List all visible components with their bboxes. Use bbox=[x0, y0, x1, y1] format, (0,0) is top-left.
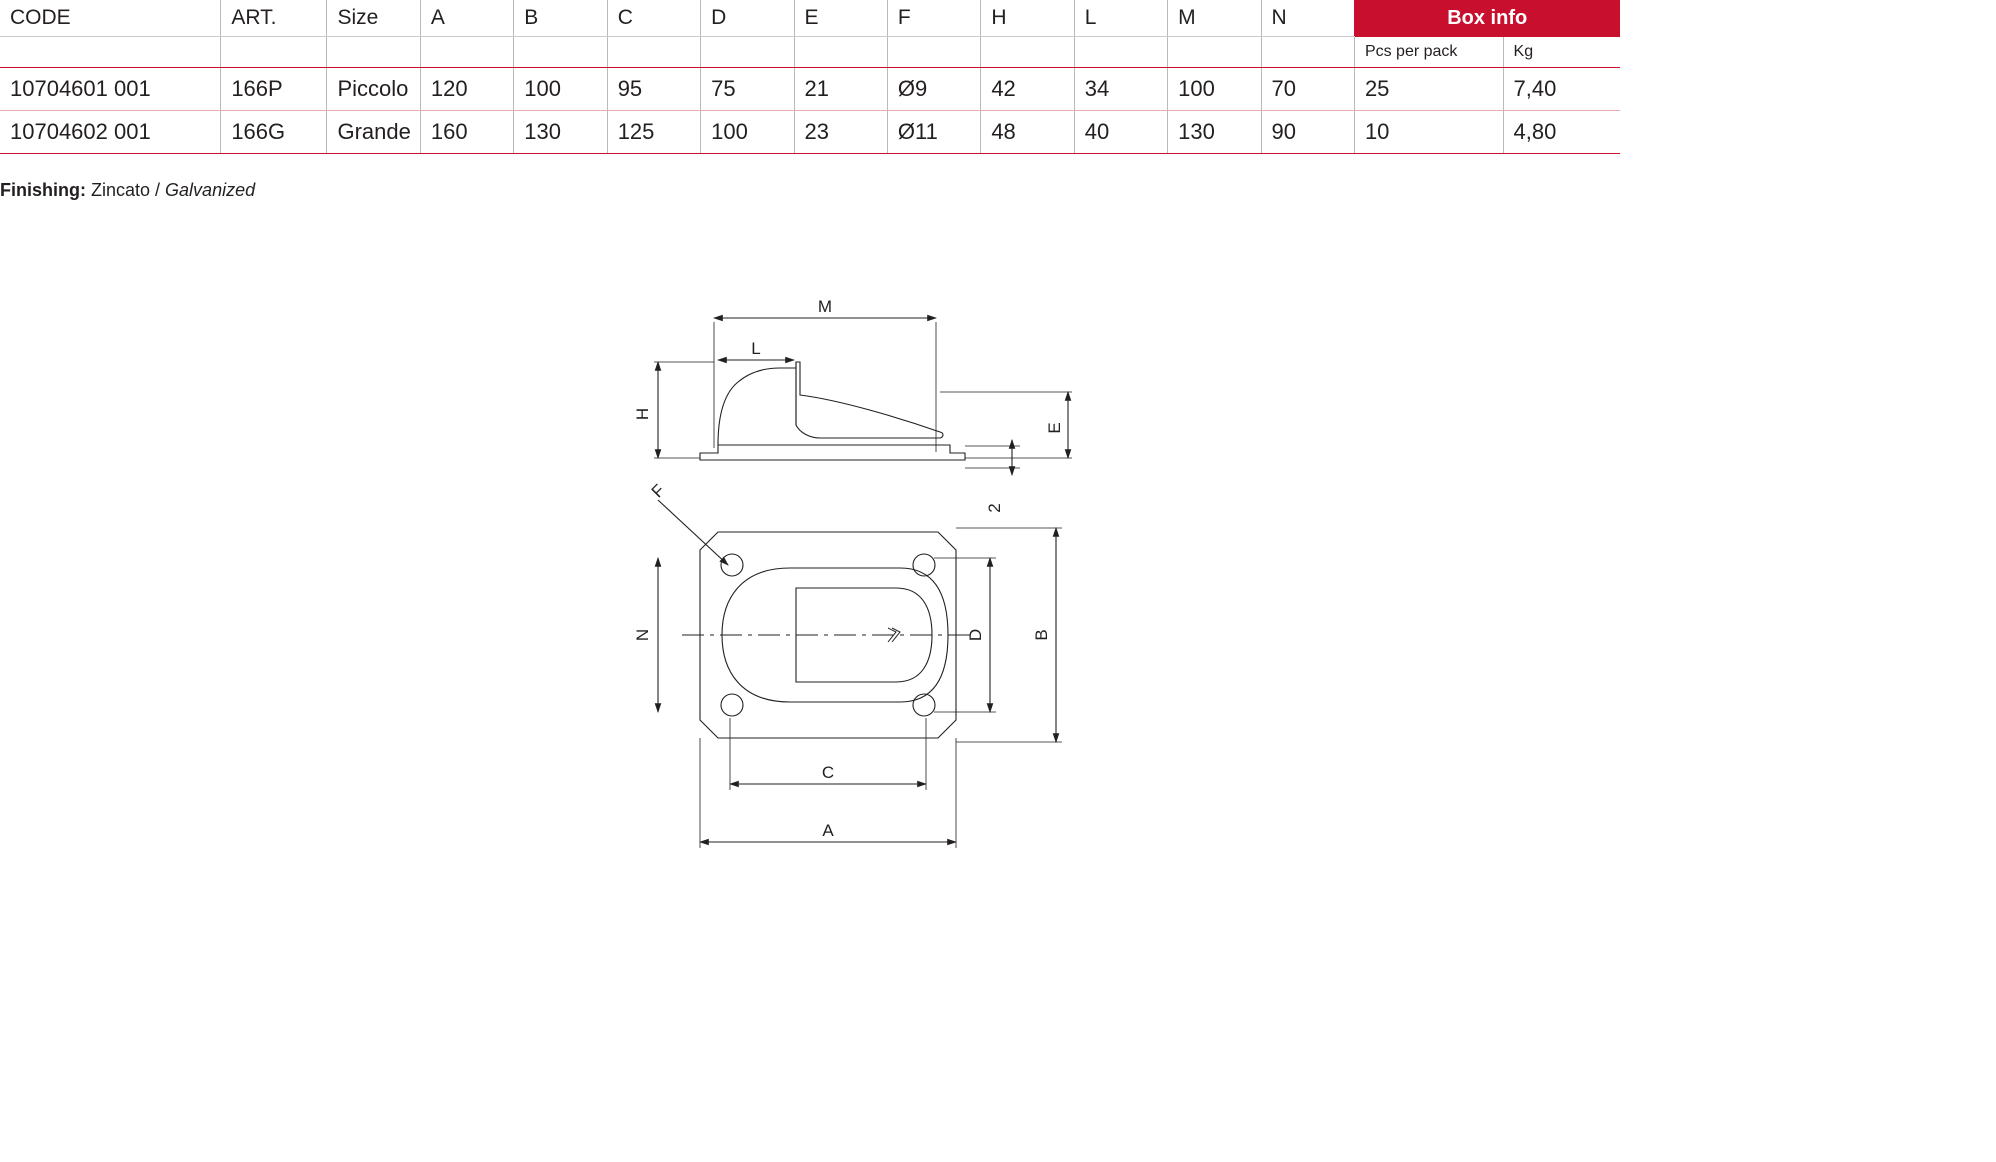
subheader-blank-m bbox=[1168, 37, 1261, 68]
cell-b: 130 bbox=[514, 111, 607, 154]
bolt-hole-top-right bbox=[913, 554, 935, 576]
label-n: N bbox=[633, 628, 652, 642]
cell-d: 75 bbox=[701, 68, 794, 111]
cell-c: 95 bbox=[607, 68, 700, 111]
label-d: D bbox=[966, 628, 985, 642]
finishing-value-it: Zincato / bbox=[91, 180, 161, 200]
subheader-blank-size bbox=[327, 37, 420, 68]
subheader-blank-n bbox=[1261, 37, 1354, 68]
header-f: F bbox=[887, 0, 980, 37]
header-a: A bbox=[420, 0, 513, 37]
header-n: N bbox=[1261, 0, 1354, 37]
header-l: L bbox=[1074, 0, 1167, 37]
cell-a: 160 bbox=[420, 111, 513, 154]
subheader-blank-c bbox=[607, 37, 700, 68]
bolt-hole-bottom-right bbox=[913, 694, 935, 716]
header-c: C bbox=[607, 0, 700, 37]
side-view-base-plate bbox=[700, 445, 965, 460]
cell-kg: 4,80 bbox=[1503, 111, 1620, 154]
subheader-blank-f bbox=[887, 37, 980, 68]
label-f: F bbox=[647, 480, 669, 502]
cell-pcs: 25 bbox=[1354, 68, 1503, 111]
cell-h: 48 bbox=[981, 111, 1074, 154]
specification-table bbox=[0, 0, 1620, 154]
cell-c: 125 bbox=[607, 111, 700, 154]
cell-code: 10704601 001 bbox=[0, 68, 221, 111]
header-m: M bbox=[1168, 0, 1261, 37]
label-a: A bbox=[822, 821, 834, 840]
cell-l: 34 bbox=[1074, 68, 1167, 111]
subheader-blank-code bbox=[0, 37, 221, 68]
table-subheader-row bbox=[0, 37, 1620, 68]
side-view-cleat-profile bbox=[718, 362, 943, 445]
cell-l: 40 bbox=[1074, 111, 1167, 154]
label-b: B bbox=[1032, 629, 1051, 641]
cell-f: Ø11 bbox=[887, 111, 980, 154]
cell-b: 100 bbox=[514, 68, 607, 111]
label-c: C bbox=[821, 763, 835, 782]
finishing-value-en: Galvanized bbox=[165, 180, 256, 200]
spec-table bbox=[0, 0, 1620, 154]
cell-e: 21 bbox=[794, 68, 887, 111]
subheader-kg: Kg bbox=[1503, 37, 1620, 68]
subheader-blank-b bbox=[514, 37, 607, 68]
subheader-blank-h bbox=[981, 37, 1074, 68]
cell-kg: 7,40 bbox=[1503, 68, 1620, 111]
cell-a: 120 bbox=[420, 68, 513, 111]
label-m: M bbox=[817, 297, 833, 316]
header-h: H bbox=[981, 0, 1074, 37]
cell-e: 23 bbox=[794, 111, 887, 154]
cell-pcs: 10 bbox=[1354, 111, 1503, 154]
cell-m: 100 bbox=[1168, 68, 1261, 111]
header-art: ART. bbox=[221, 0, 327, 37]
cell-m: 130 bbox=[1168, 111, 1261, 154]
header-b: B bbox=[514, 0, 607, 37]
cell-size: Piccolo bbox=[327, 68, 420, 111]
cell-art: 166G bbox=[221, 111, 327, 154]
header-e: E bbox=[794, 0, 887, 37]
label-2: 2 bbox=[985, 503, 1004, 513]
subheader-blank-e bbox=[794, 37, 887, 68]
technical-drawing bbox=[633, 297, 1340, 1000]
bolt-hole-bottom-left bbox=[721, 694, 743, 716]
cell-f: Ø9 bbox=[887, 68, 980, 111]
finishing-note bbox=[0, 180, 255, 201]
table-header-row bbox=[0, 0, 1620, 37]
cell-d: 100 bbox=[701, 111, 794, 154]
finishing-label: Finishing: bbox=[0, 180, 86, 200]
header-d: D bbox=[701, 0, 794, 37]
cell-code: 10704602 001 bbox=[0, 111, 221, 154]
label-l: L bbox=[751, 339, 761, 358]
header-box-info: Box info bbox=[1354, 0, 1620, 37]
cell-n: 70 bbox=[1261, 68, 1354, 111]
header-code: CODE bbox=[0, 0, 221, 37]
table-row bbox=[0, 68, 1620, 111]
subheader-blank-d bbox=[701, 37, 794, 68]
cell-size: Grande bbox=[327, 111, 420, 154]
label-h: H bbox=[633, 407, 652, 421]
subheader-blank-a bbox=[420, 37, 513, 68]
subheader-blank-art bbox=[221, 37, 327, 68]
table-row bbox=[0, 111, 1620, 154]
subheader-pcs-per-pack: Pcs per pack bbox=[1354, 37, 1503, 68]
subheader-blank-l bbox=[1074, 37, 1167, 68]
bolt-hole-top-left bbox=[721, 554, 743, 576]
cell-h: 42 bbox=[981, 68, 1074, 111]
cell-art: 166P bbox=[221, 68, 327, 111]
cell-n: 90 bbox=[1261, 111, 1354, 154]
label-e: E bbox=[1045, 422, 1064, 434]
header-size: Size bbox=[327, 0, 420, 37]
